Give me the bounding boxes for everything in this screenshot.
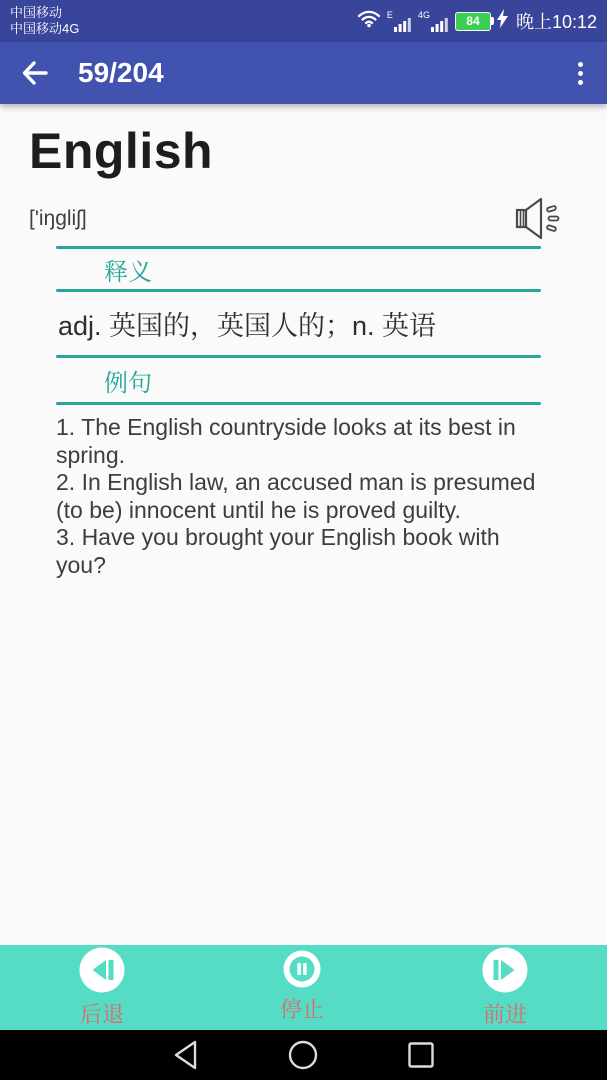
battery-percent: 84 <box>466 14 480 28</box>
signal-e-badge: E <box>386 9 393 20</box>
divider <box>56 402 541 405</box>
examples-list <box>56 414 550 579</box>
nav-home-icon[interactable] <box>287 1039 319 1071</box>
definition-text: adj. 英国的，英国人的；n. 英语 <box>58 311 437 341</box>
back-button-label: 后退 <box>79 1002 124 1027</box>
example-sentence: 1. The English countryside looks at its best in spring. <box>56 414 516 468</box>
player-bar <box>0 945 607 1030</box>
wifi-icon <box>357 9 381 33</box>
example-sentence: 3. Have you brought your English book with you? <box>56 524 500 578</box>
speaker-icon[interactable] <box>511 195 561 243</box>
word-headword: English <box>29 123 214 179</box>
stop-button-label: 停止 <box>279 997 324 1022</box>
overflow-menu-icon[interactable] <box>572 56 589 91</box>
previous-icon <box>79 947 125 993</box>
phonetic-row <box>29 194 577 244</box>
definition-sheet <box>56 246 541 405</box>
next-icon <box>482 947 528 993</box>
battery-icon <box>455 12 491 31</box>
android-nav-bar <box>0 1030 607 1080</box>
signal-bars-4g-icon <box>418 11 449 32</box>
charging-bolt-icon <box>497 9 508 33</box>
carrier-text <box>10 5 79 37</box>
examples-heading: 例句 <box>104 369 152 397</box>
stop-button[interactable] <box>242 947 362 1024</box>
forward-button[interactable] <box>445 947 565 1029</box>
nav-back-icon[interactable] <box>173 1039 199 1071</box>
signal-4g-badge: 4G <box>417 9 430 20</box>
page-title: 59/204 <box>78 57 164 88</box>
definition-heading: 释义 <box>104 258 152 286</box>
carrier-line2: 中国移动4G <box>10 21 80 36</box>
back-arrow-icon[interactable] <box>18 56 52 90</box>
status-bar <box>0 0 607 42</box>
pause-icon <box>283 947 321 988</box>
nav-recents-icon[interactable] <box>407 1041 435 1069</box>
status-time: 晚上10:12 <box>515 12 597 32</box>
app-bar <box>0 42 607 104</box>
example-sentence: 2. In English law, an accused man is presumed (to be) innocent until he is proved guilty. <box>56 469 536 523</box>
back-button[interactable] <box>42 947 162 1029</box>
carrier-line1: 中国移动 <box>10 5 63 20</box>
signal-bars-e-icon <box>387 11 412 32</box>
forward-button-label: 前进 <box>482 1002 527 1027</box>
phonetic-text: ['iŋgliʃ] <box>29 207 87 230</box>
